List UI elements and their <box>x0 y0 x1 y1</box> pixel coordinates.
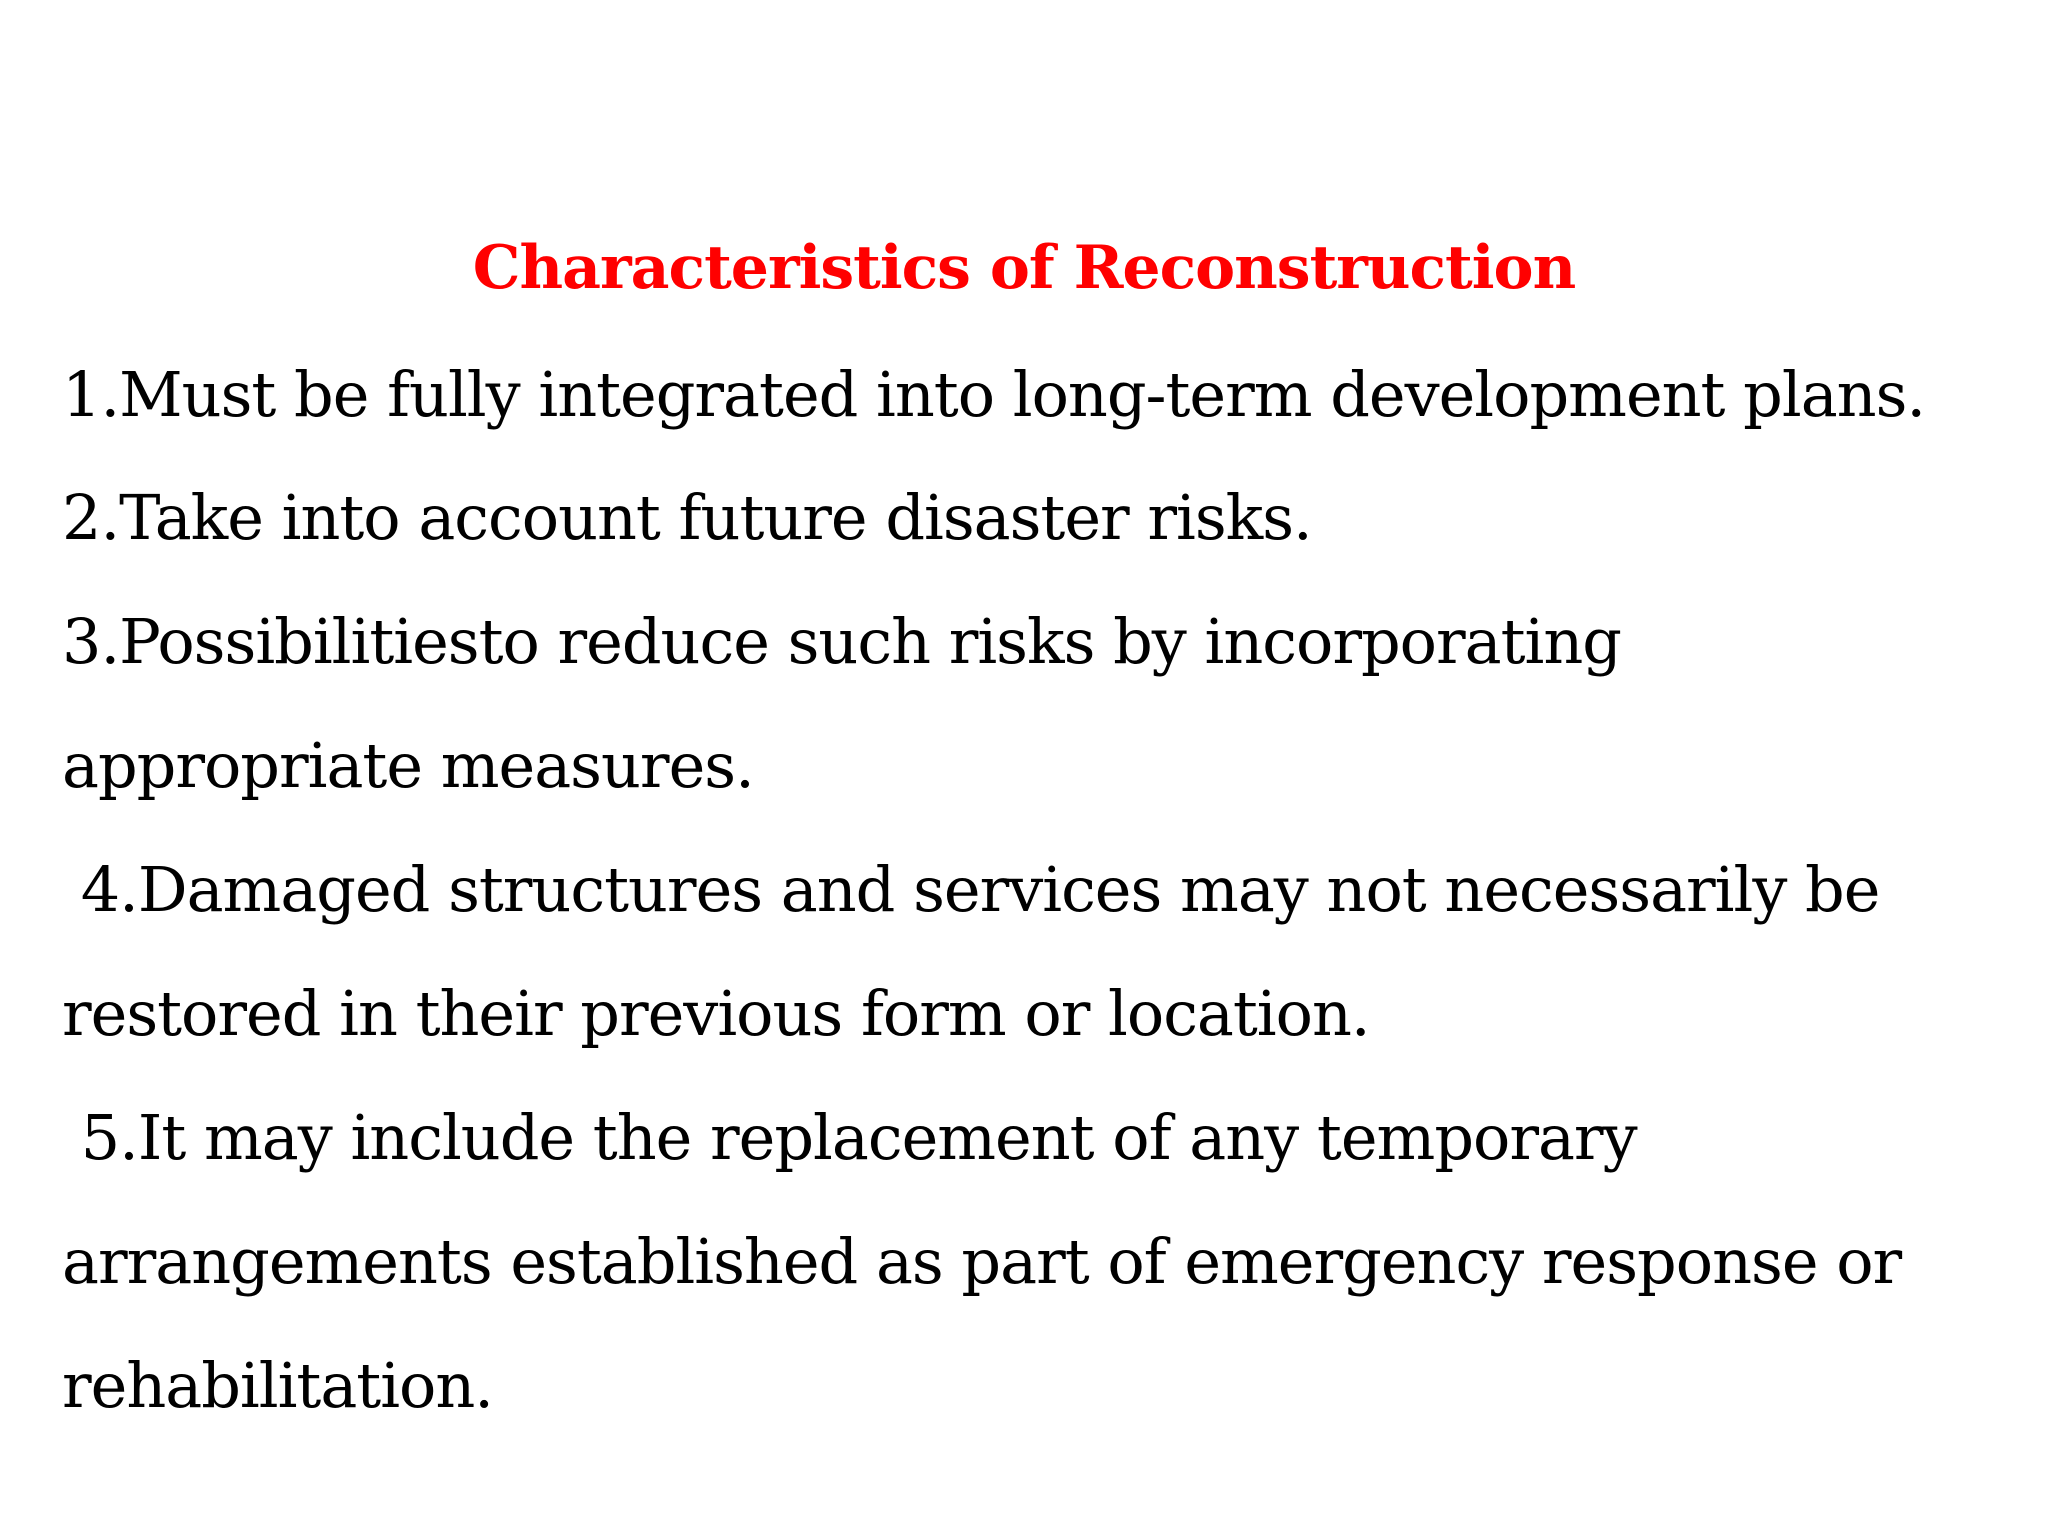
list-item-4: 4.Damaged structures and services may not necessarily be <box>62 853 1880 926</box>
list-item-5: 5.It may include the replacement of any temporary <box>62 1101 1637 1174</box>
list-item-3: 3.Possibilitiesto reduce such risks by incorporating <box>62 605 1621 678</box>
list-item-4-continued: restored in their previous form or location. <box>62 977 1370 1050</box>
list-item-5-continued-2: rehabilitation. <box>62 1349 493 1422</box>
list-item-1: 1.Must be fully integrated into long-term development plans. <box>62 358 1926 431</box>
list-item-5-continued: arrangements established as part of emergency response or <box>62 1225 1902 1298</box>
list-item-2: 2.Take into account future disaster risks. <box>62 481 1312 554</box>
list-item-3-continued: appropriate measures. <box>62 729 754 802</box>
slide-title: Characteristics of Reconstruction <box>472 233 1576 303</box>
